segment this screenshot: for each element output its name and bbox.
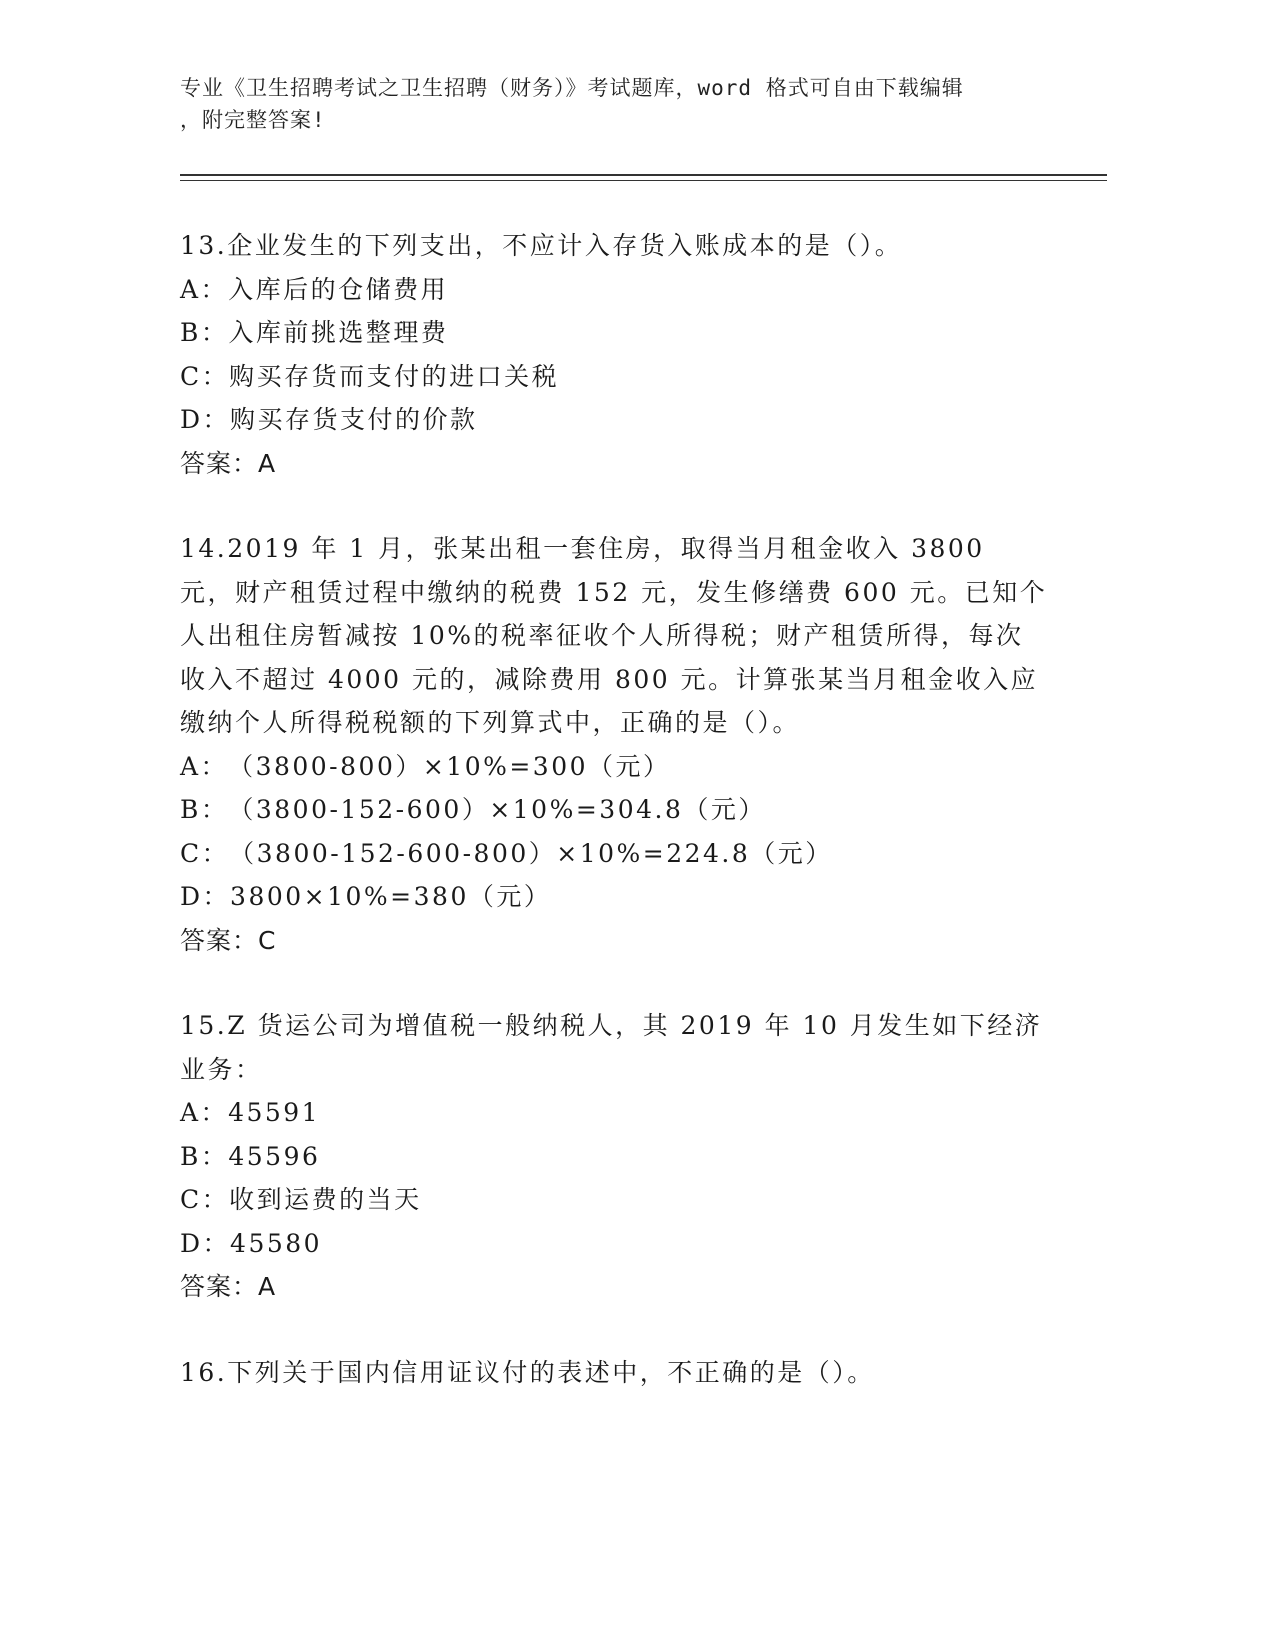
option-key: B：	[180, 1141, 229, 1171]
option-text: 入库后的仓储费用	[228, 274, 449, 304]
question-stem: 16.下列关于国内信用证议付的表述中，不正确的是（）。	[180, 1357, 875, 1387]
option-b	[180, 311, 1050, 355]
answer-line: 答案：A	[180, 448, 277, 478]
question-16	[180, 1351, 1050, 1395]
option-text: 购买存货而支付的进口关税	[229, 361, 560, 391]
option-a	[180, 745, 1050, 789]
option-text: 购买存货支付的价款	[230, 405, 478, 434]
option-key: D：	[180, 882, 231, 911]
option-key: C：	[180, 1185, 230, 1214]
header-divider	[180, 174, 1107, 176]
option-text: （3800-152-600-800）×10%=224.8（元）	[229, 838, 833, 868]
option-key: A：	[180, 1098, 229, 1127]
question-list	[180, 224, 1050, 1436]
option-key: D：	[180, 405, 231, 434]
option-text: 3800×10%=380（元）	[230, 882, 552, 911]
option-a	[180, 1091, 1050, 1135]
option-key: B：	[180, 318, 229, 347]
option-text: 收到运费的当天	[229, 1185, 422, 1214]
option-b	[180, 788, 1050, 832]
option-text: 45580	[230, 1228, 323, 1258]
option-d	[180, 875, 1050, 919]
option-key: B：	[180, 795, 229, 824]
option-c	[180, 355, 1050, 399]
option-text: 入库前挑选整理费	[228, 318, 449, 347]
option-b	[180, 1135, 1050, 1179]
option-text: 45596	[228, 1141, 321, 1171]
option-list	[180, 745, 1050, 919]
option-text: （3800-800）×10%=300（元）	[228, 751, 671, 781]
document-header	[180, 72, 1060, 136]
question-stem: 13.企业发生的下列支出，不应计入存货入账成本的是（）。	[180, 231, 903, 260]
header-line-1: 专业《卫生招聘考试之卫生招聘（财务）》考试题库，word 格式可自由下载编辑	[180, 76, 964, 100]
header-divider-thin	[180, 180, 1107, 181]
option-d	[180, 398, 1050, 442]
option-list	[180, 268, 1050, 442]
option-text: 45591	[228, 1098, 321, 1127]
question-14	[180, 527, 1050, 962]
option-d	[180, 1222, 1050, 1266]
option-a	[180, 268, 1050, 312]
answer-line: 答案：A	[180, 1272, 277, 1301]
answer-line: 答案：C	[180, 925, 277, 955]
option-c	[180, 832, 1050, 876]
question-stem: 14.2019 年 1 月，张某出租一套住房，取得当月租金收入 3800 元，财产租赁过程中缴纳的税费 152 元，发生修缮费 600 元。已知个人出租住房暂减按 10%的税率征收个人所得税；财产租赁所得，每次收入不超过 4000 元的，减除费用 800 元。计算张某当月租金收入应缴纳个人所得税税额的下列算式中，正确的是（）。	[180, 534, 1048, 737]
option-key: C：	[180, 838, 230, 868]
question-13	[180, 224, 1050, 485]
option-key: C：	[180, 361, 230, 391]
option-key: A：	[180, 751, 229, 781]
header-line-2: ，附完整答案!	[180, 108, 326, 132]
option-list	[180, 1091, 1050, 1265]
question-15	[180, 1004, 1050, 1309]
question-stem: 15.Z 货运公司为增值税一般纳税人，其 2019 年 10 月发生如下经济业务：	[180, 1011, 1043, 1084]
option-key: D：	[180, 1228, 231, 1258]
option-text: （3800-152-600）×10%=304.8（元）	[228, 795, 766, 824]
option-c	[180, 1178, 1050, 1222]
option-key: A：	[180, 274, 229, 304]
